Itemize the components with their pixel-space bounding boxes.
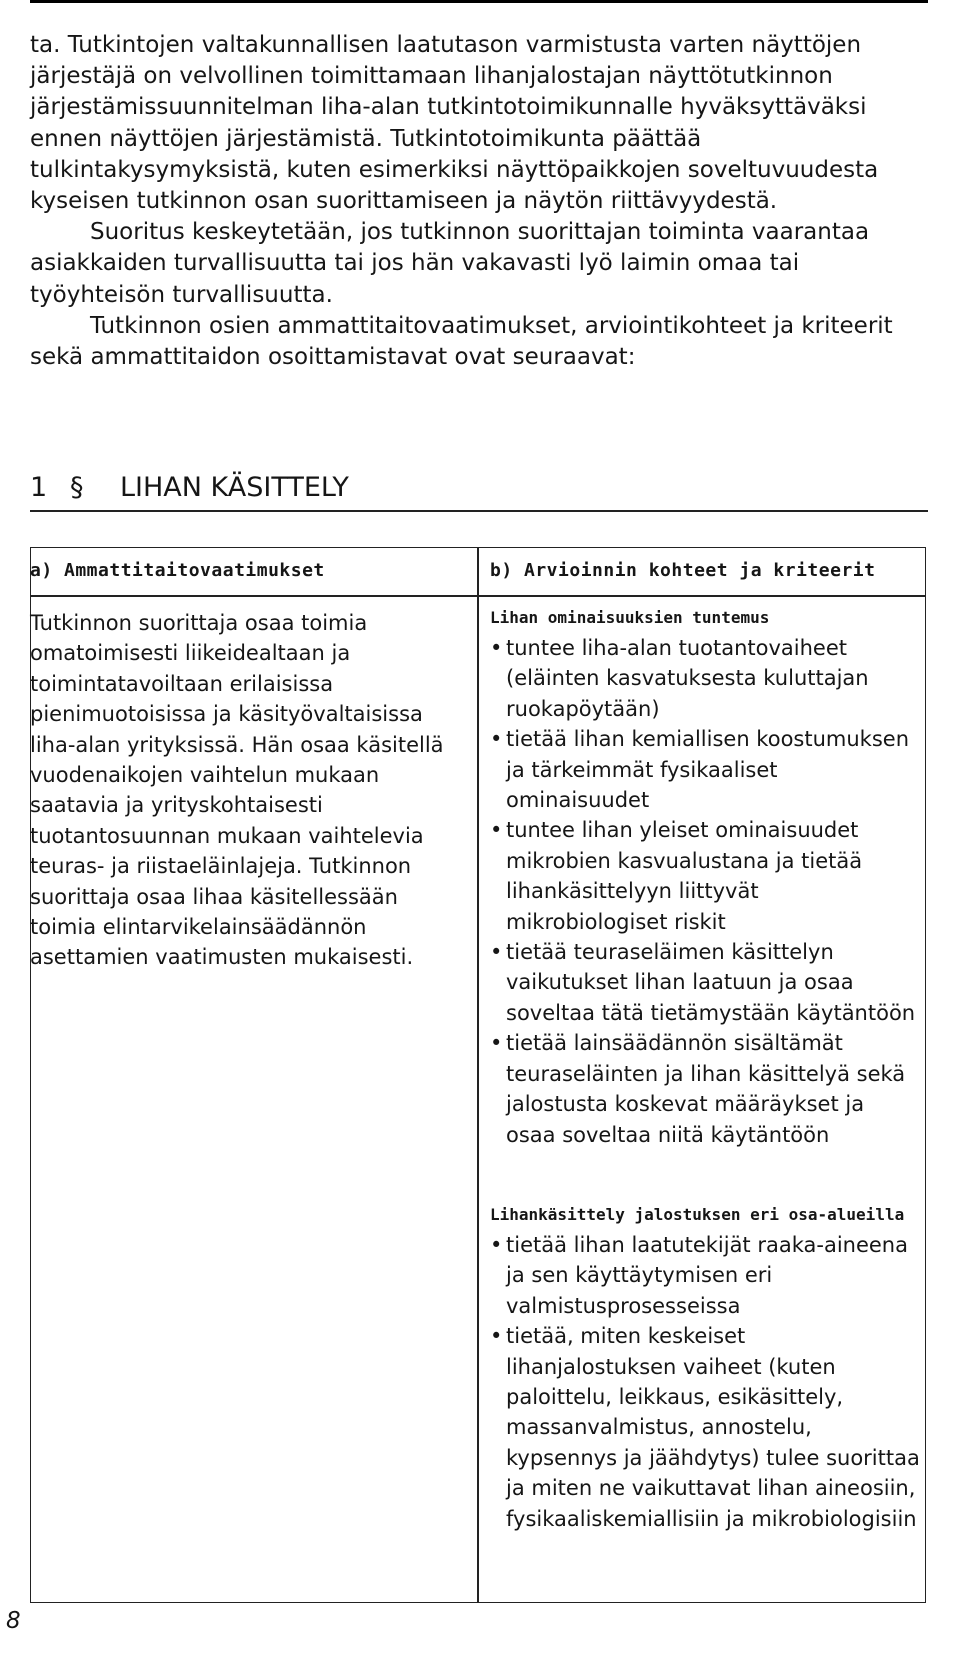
column-a-header: a) Ammattitaitovaatimukset <box>30 560 325 581</box>
criteria-group-title: Lihankäsittely jalostuksen eri osa-alueilla <box>490 1204 905 1224</box>
column-b-header: b) Arvioinnin kohteet ja kriteerit <box>490 560 876 581</box>
page-number: 8 <box>6 1608 21 1634</box>
criteria-item: • tietää lihan kemiallisen koostumuksen ja tärkeimmät fysikaaliset ominaisuudet <box>490 724 920 815</box>
intro-paragraph: Suoritus keskeytetään, jos tutkinnon suorittajan toiminta vaarantaa asiakkaiden turvallisuutta tai jos hän vakavasti lyö laimin omaa tai työyhteisön turvallisuutta. <box>30 219 870 308</box>
criteria-item: • tuntee lihan yleiset ominaisuudet mikrobien kasvualustana ja tietää lihankäsittelyyn liittyvät mikrobiologiset riskit <box>490 815 920 937</box>
criteria-item: • tietää lihan laatutekijät raaka-aineena ja sen käyttäytymisen eri valmistusprosesseissa <box>490 1230 920 1321</box>
table-header-divider <box>30 595 926 597</box>
column-b-body <box>490 603 920 1534</box>
intro-paragraph: ta. Tutkintojen valtakunnallisen laatutason varmistusta varten näyttöjen järjestäjä on velvollinen toimittamaan lihanjalostajan näyttötutkinnon järjestämissuunnitelman liha-alan tutkintotoimikunnalle hyväksyttäväksi ennen näyttöjen järjestämistä. Tutkintotoimikunta päättää tulkintakysymyksistä, kuten esimerkiksi näyttöpaikkojen soveltuvuudesta kyseisen tutkinnon osan suorittamiseen ja näytön riittävyydestä. <box>30 32 879 215</box>
section-heading <box>30 466 928 512</box>
criteria-item: • tietää lainsäädännön sisältämät teuraseläinten ja lihan käsittelyä sekä jalostusta koskevat määräykset ja osaa soveltaa niitä käytäntöön <box>490 1028 920 1150</box>
column-a-body: Tutkinnon suorittaja osaa toimia omatoimisesti liikeidealtaan ja toimintatavoiltaan erilaisissa pienimuotoisissa ja käsityövaltaisissa liha-alan yrityksissä. Hän osaa käsitellä vuodenaikojen vaihtelun mukaan saatavia ja yrityskohtaisesti tuotantosuunnan mukaan vaihtelevia teuras- ja riistaeläinlajeja. Tutkinnon suorittaja osaa lihaa käsitellessään toimia elintarvikelainsäädännön asettamien vaatimusten mukaisesti. <box>30 611 444 970</box>
section-title: LIHAN KÄSITTELY <box>120 472 349 503</box>
criteria-group-title: Lihan ominaisuuksien tuntemus <box>490 608 770 627</box>
criteria-list <box>490 1230 920 1534</box>
criteria-item: • tietää, miten keskeiset lihanjalostuksen vaiheet (kuten paloittelu, leikkaus, esikäsittely, massanvalmistus, annostelu, kypsennys ja jäähdytys) tulee suorittaa ja miten ne vaikuttavat lihan aineosiin, fysikaaliskemiallisiin ja mikrobiologisiin <box>490 1321 920 1534</box>
top-rule <box>30 0 928 3</box>
intro-paragraph: Tutkinnon osien ammattitaitovaatimukset, arviointikohteet ja kriteerit sekä ammattitaidon osoittamistavat ovat seuraavat: <box>30 312 893 371</box>
criteria-item: • tuntee liha-alan tuotantovaiheet (eläinten kasvatuksesta kuluttajan ruokapöytään) <box>490 633 920 724</box>
criteria-item: • tietää teuraseläimen käsittelyn vaikutukset lihan laatuun ja osaa soveltaa tätä tietämystään käytäntöön <box>490 937 920 1028</box>
section-mark: § <box>70 472 84 503</box>
intro-text <box>30 30 908 373</box>
table-column-divider <box>477 547 479 1603</box>
criteria-list <box>490 633 920 1150</box>
section-number: 1 <box>30 472 48 503</box>
